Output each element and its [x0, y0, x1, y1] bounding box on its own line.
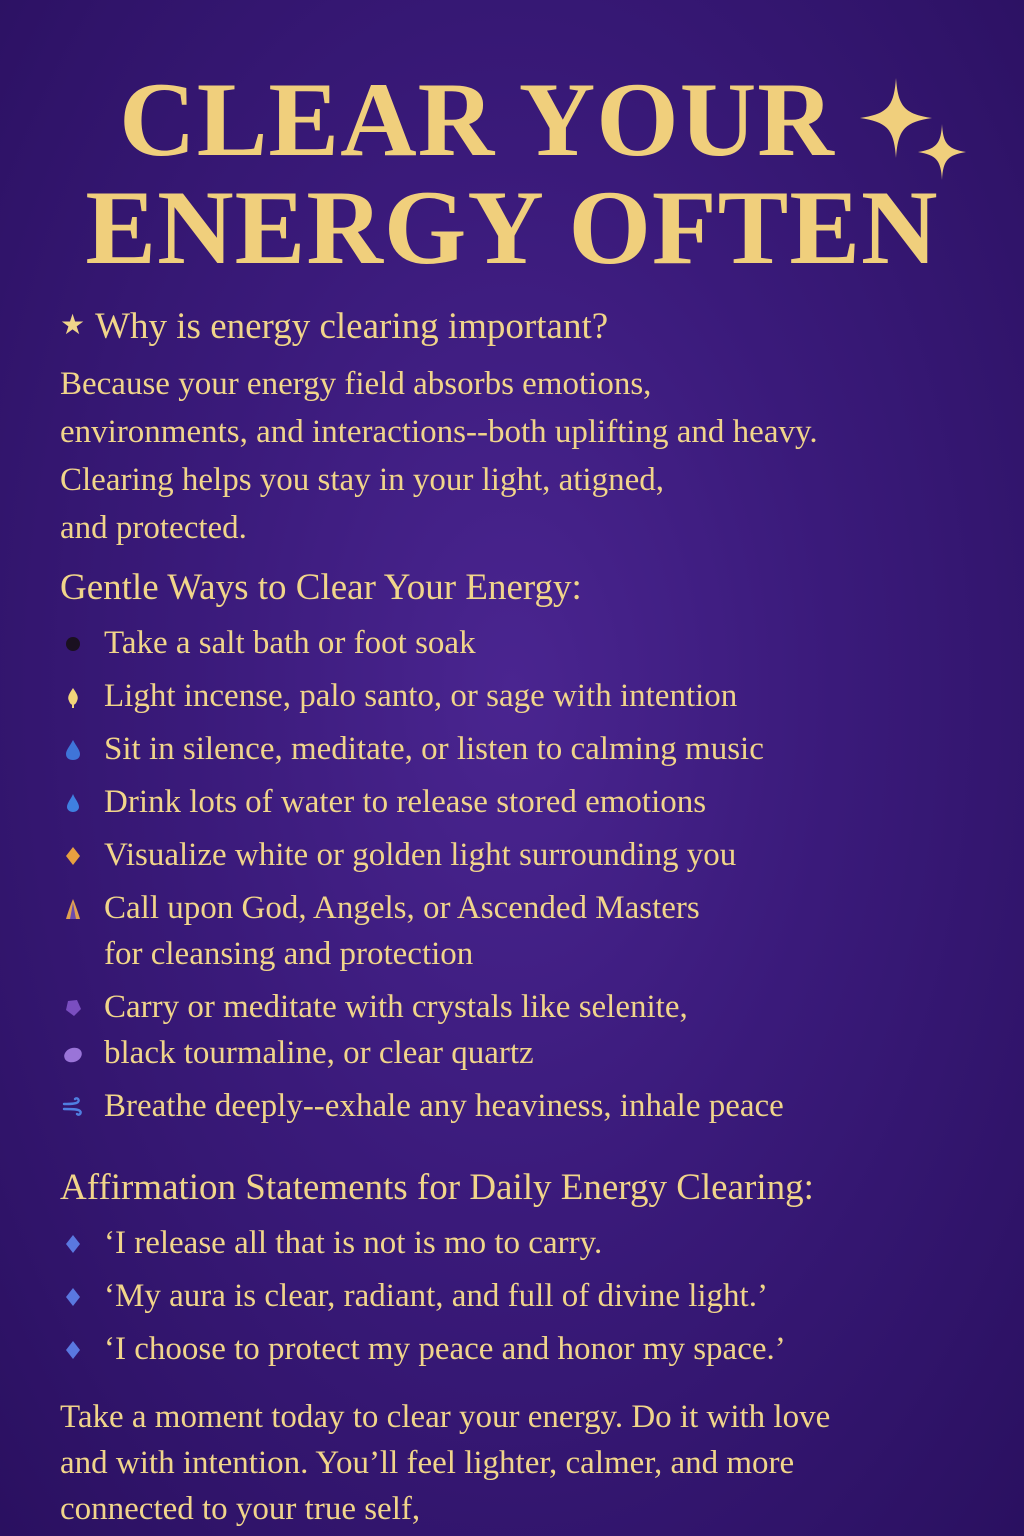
list-item	[60, 1273, 1000, 1319]
praying-hands-icon	[62, 898, 84, 920]
affirmation-text: ‘My aura is clear, radiant, and full of divine light.’	[104, 1278, 768, 1314]
why-heading-text: Why is energy clearing important?	[95, 306, 609, 347]
item-text: Breathe deeply--exhale any heaviness, inhale peace	[104, 1088, 784, 1124]
list-item	[60, 1083, 1000, 1129]
title-line-1: CLEAR YOUR	[119, 61, 835, 178]
why-line: Clearing helps you stay in your light, atigned,	[60, 462, 664, 498]
blue-diamond-icon	[62, 1233, 84, 1255]
item-text: Call upon God, Angels, or Ascended Masters	[104, 890, 700, 926]
blue-diamond-icon	[62, 1339, 84, 1361]
affirmation-text: ‘I choose to protect my peace and honor my space.’	[104, 1331, 786, 1367]
list-item	[60, 726, 1000, 772]
item-text: Sit in silence, meditate, or listen to calming music	[104, 731, 764, 767]
item-text: Drink lots of water to release stored emotions	[104, 784, 707, 820]
affirmations-list	[60, 1220, 1000, 1379]
why-line: and protected.	[60, 510, 247, 546]
list-item	[60, 832, 1000, 878]
breath-wind-icon	[62, 1096, 84, 1118]
list-item	[60, 779, 1000, 825]
list-item	[60, 885, 1000, 977]
star-icon: ★	[60, 310, 86, 341]
why-line: Because your energy field absorbs emotions,	[60, 366, 652, 402]
diamond-sparkle-icon	[62, 845, 84, 867]
list-item	[60, 620, 1000, 666]
why-heading	[60, 304, 608, 349]
affirmations-heading: Affirmation Statements for Daily Energy Clearing:	[60, 1167, 814, 1208]
affirmation-text: ‘I release all that is not is mo to carry.	[104, 1225, 603, 1261]
list-item	[60, 673, 1000, 719]
why-line: environments, and interactions--both uplifting and heavy.	[60, 414, 818, 450]
item-text: Light incense, palo santo, or sage with intention	[104, 678, 738, 714]
item-text: Take a salt bath or foot soak	[104, 625, 476, 661]
why-paragraph	[60, 360, 1000, 552]
item-text: Visualize white or golden light surrounding you	[104, 837, 737, 873]
crystal-icon	[62, 997, 84, 1019]
water-drop-icon	[62, 792, 84, 814]
tumbled-stone-icon	[62, 1044, 84, 1066]
ways-heading: Gentle Ways to Clear Your Energy:	[60, 567, 582, 608]
salt-dot-icon	[62, 633, 84, 655]
closing-line: Take a moment today to clear your energy. Do it with love	[60, 1399, 831, 1435]
closing-line: connected to your true self,	[60, 1491, 421, 1527]
title-line-2: ENERGY OFTEN	[85, 169, 939, 286]
droplet-icon	[62, 739, 84, 761]
blue-diamond-icon	[62, 1286, 84, 1308]
list-item	[60, 1326, 1000, 1372]
list-item	[60, 1220, 1000, 1266]
ways-list	[60, 620, 1000, 1136]
item-text: Carry or meditate with crystals like selenite,	[104, 989, 688, 1025]
closing-paragraph	[60, 1394, 1000, 1532]
closing-line: and with intention. You’ll feel lighter, calmer, and more	[60, 1445, 795, 1481]
item-text: for cleansing and protection	[104, 936, 474, 972]
list-item	[60, 984, 1000, 1076]
flame-icon	[62, 686, 84, 708]
sparkle-icon	[858, 76, 968, 191]
item-text: black tourmaline, or clear quartz	[104, 1035, 534, 1071]
